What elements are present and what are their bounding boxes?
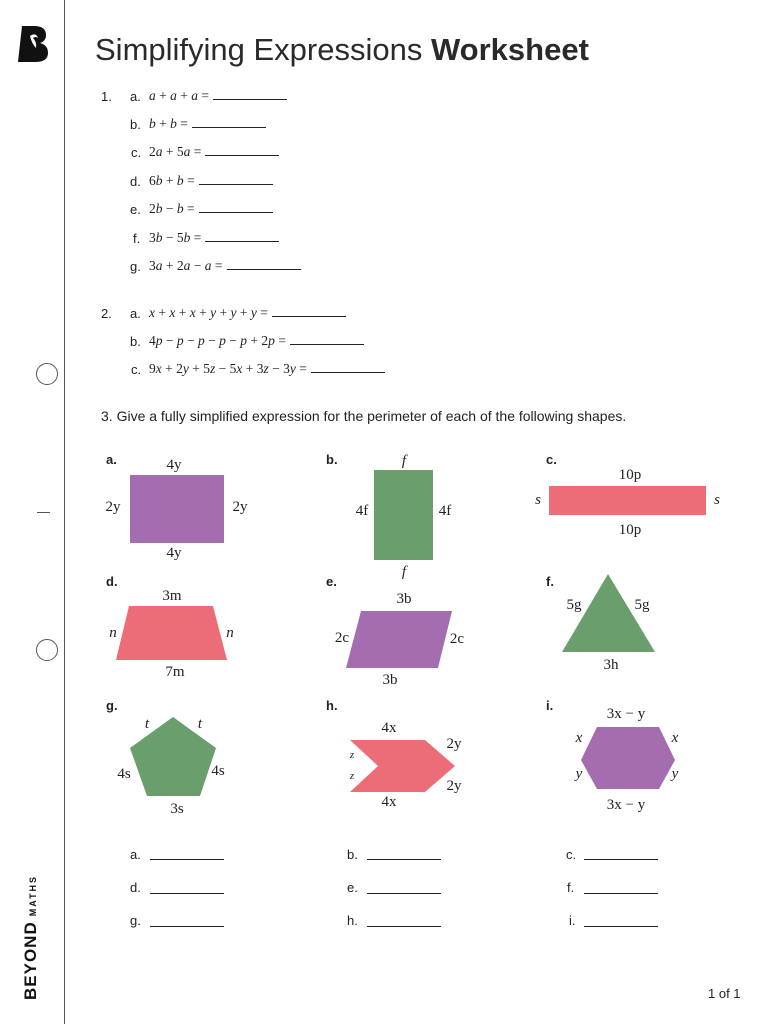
expression: 3b − 5b = bbox=[149, 230, 279, 246]
answer-blank[interactable] bbox=[192, 117, 266, 128]
shape-f-right-label: 5g bbox=[634, 597, 650, 613]
shape-h-right-top-label: 2y bbox=[446, 736, 462, 752]
shape-h-bottom-label: 4x bbox=[381, 794, 397, 810]
answer-blank[interactable] bbox=[290, 334, 364, 345]
shape-e-parallelogram bbox=[346, 611, 452, 668]
shape-i-top-right-label: x bbox=[671, 730, 679, 746]
shape-letter: d. bbox=[106, 574, 118, 589]
shape-a-top-label: 4y bbox=[166, 457, 182, 473]
shape-i-hexagon bbox=[581, 727, 675, 789]
question-number: 1. bbox=[101, 89, 112, 104]
part-letter: c. bbox=[131, 145, 142, 160]
shape-f-bottom-label: 3h bbox=[603, 657, 619, 673]
expression: 9x + 2y + 5z − 5x + 3z − 3y = bbox=[149, 361, 385, 377]
page-title bbox=[95, 32, 589, 68]
answer-letter: d. bbox=[130, 880, 141, 895]
answer-letter: e. bbox=[347, 880, 358, 895]
answer-letter: h. bbox=[347, 913, 358, 928]
shape-d-left-label: n bbox=[109, 625, 117, 641]
shape-letter: g. bbox=[106, 698, 118, 713]
answer-blank[interactable] bbox=[272, 306, 346, 317]
shape-letter: f. bbox=[546, 574, 554, 589]
shape-e-top-label: 3b bbox=[396, 591, 412, 607]
shape-c-left-label: s bbox=[535, 492, 541, 508]
shape-e-right-label: 2c bbox=[449, 631, 465, 647]
answer-blank[interactable] bbox=[199, 202, 273, 213]
shape-letter: b. bbox=[326, 452, 338, 467]
shape-h-left-top-label: z bbox=[349, 749, 355, 761]
shape-f-left-label: 5g bbox=[566, 597, 582, 613]
part-letter: b. bbox=[130, 117, 141, 132]
shape-h-chevron bbox=[350, 740, 455, 792]
shape-a-bottom-label: 4y bbox=[166, 545, 182, 561]
shape-a-rectangle bbox=[130, 475, 224, 543]
answer-blank[interactable] bbox=[311, 362, 385, 373]
shape-b-rectangle bbox=[374, 470, 433, 560]
shape-b-left-label: 4f bbox=[355, 503, 369, 519]
answer-letter: g. bbox=[130, 913, 141, 928]
shape-g-top-right-label: t bbox=[197, 716, 203, 732]
shape-i-bottom-label: 3x − y bbox=[606, 797, 646, 813]
part-letter: g. bbox=[130, 259, 141, 274]
question-3-text: 3. Give a fully simplified expression for the perimeter of each of the following shapes. bbox=[101, 408, 627, 424]
brand-sub: MATHS bbox=[28, 874, 38, 917]
answer-blank[interactable] bbox=[367, 880, 441, 894]
part-letter: a. bbox=[130, 89, 141, 104]
shape-h-right-bottom-label: 2y bbox=[446, 778, 462, 794]
shape-c-rectangle bbox=[549, 486, 706, 515]
answer-blank[interactable] bbox=[367, 913, 441, 927]
shape-letter: h. bbox=[326, 698, 338, 713]
shape-d-top-label: 3m bbox=[162, 588, 182, 604]
shape-f-triangle bbox=[562, 574, 655, 652]
answer-letter: i. bbox=[569, 913, 576, 928]
part-letter: d. bbox=[130, 174, 141, 189]
shape-a-left-label: 2y bbox=[105, 499, 121, 515]
shape-a-right-label: 2y bbox=[232, 499, 248, 515]
part-letter: e. bbox=[130, 202, 141, 217]
shape-e-left-label: 2c bbox=[334, 630, 350, 646]
answer-blank[interactable] bbox=[213, 89, 287, 100]
expression: a + a + a = bbox=[149, 88, 287, 104]
part-letter: a. bbox=[130, 306, 141, 321]
beyond-logo-icon bbox=[16, 24, 50, 64]
answer-letter: b. bbox=[347, 847, 358, 862]
answer-letter: f. bbox=[567, 880, 575, 895]
expression: b + b = bbox=[149, 116, 266, 132]
shape-e-bottom-label: 3b bbox=[382, 672, 398, 688]
answer-blank[interactable] bbox=[367, 846, 441, 860]
shape-i-bottom-right-label: y bbox=[671, 766, 679, 782]
shape-g-bottom-label: 3s bbox=[170, 801, 184, 817]
answer-blank[interactable] bbox=[584, 913, 658, 927]
part-letter: b. bbox=[130, 334, 141, 349]
binder-hole bbox=[36, 363, 58, 385]
shape-h-top-label: 4x bbox=[381, 720, 397, 736]
shape-g-right-label: 4s bbox=[211, 763, 225, 779]
shape-g-top-left-label: t bbox=[144, 716, 150, 732]
question-number: 2. bbox=[101, 306, 112, 321]
shape-d-trapezium bbox=[116, 606, 227, 660]
shape-i-top-label: 3x − y bbox=[606, 706, 646, 722]
shape-letter: a. bbox=[106, 452, 117, 467]
shape-h-left-bottom-label: z bbox=[349, 770, 355, 782]
shape-d-bottom-label: 7m bbox=[165, 664, 185, 680]
shape-letter: e. bbox=[326, 574, 337, 589]
answer-blank[interactable] bbox=[227, 259, 301, 270]
expression: 2a + 5a = bbox=[149, 144, 279, 160]
answer-blank[interactable] bbox=[199, 174, 273, 185]
shape-letter: i. bbox=[546, 698, 554, 713]
part-letter: c. bbox=[131, 362, 142, 377]
expression: x + x + x + y + y + y = bbox=[149, 305, 346, 321]
answer-letter: c. bbox=[566, 847, 577, 862]
part-letter: f. bbox=[133, 231, 141, 246]
shape-i-top-left-label: x bbox=[575, 730, 583, 746]
answer-blank[interactable] bbox=[205, 231, 279, 242]
brand-wordmark bbox=[21, 875, 41, 1000]
shape-i-bottom-left-label: y bbox=[575, 766, 583, 782]
answer-blank[interactable] bbox=[150, 846, 224, 860]
answer-blank[interactable] bbox=[584, 880, 658, 894]
shape-b-right-label: 4f bbox=[438, 503, 452, 519]
expression: 4p − p − p − p − p + 2p = bbox=[149, 333, 364, 349]
expression: 3a + 2a − a = bbox=[149, 258, 301, 274]
title-regular: Simplifying Expressions bbox=[95, 32, 431, 67]
answer-blank[interactable] bbox=[205, 145, 279, 156]
answer-blank[interactable] bbox=[150, 913, 224, 927]
shape-g-left-label: 4s bbox=[117, 766, 131, 782]
shape-g-pentagon bbox=[130, 717, 216, 796]
answer-blank[interactable] bbox=[150, 880, 224, 894]
expression: 2b − b = bbox=[149, 201, 273, 217]
shape-b-top-label: f bbox=[401, 453, 407, 469]
title-bold: Worksheet bbox=[430, 32, 589, 67]
shape-letter: c. bbox=[546, 452, 557, 467]
answer-letter: a. bbox=[130, 847, 141, 862]
brand-main: BEYOND bbox=[21, 921, 40, 1000]
shape-d-right-label: n bbox=[226, 625, 234, 641]
shape-b-bottom-label: f bbox=[401, 564, 407, 580]
answer-blank[interactable] bbox=[584, 846, 658, 860]
shape-c-top-label: 10p bbox=[618, 467, 642, 483]
shape-c-right-label: s bbox=[714, 492, 720, 508]
shapes-figure bbox=[0, 440, 768, 830]
shape-c-bottom-label: 10p bbox=[618, 522, 642, 538]
expression: 6b + b = bbox=[149, 173, 273, 189]
page-number: 1 of 1 bbox=[708, 986, 741, 1001]
